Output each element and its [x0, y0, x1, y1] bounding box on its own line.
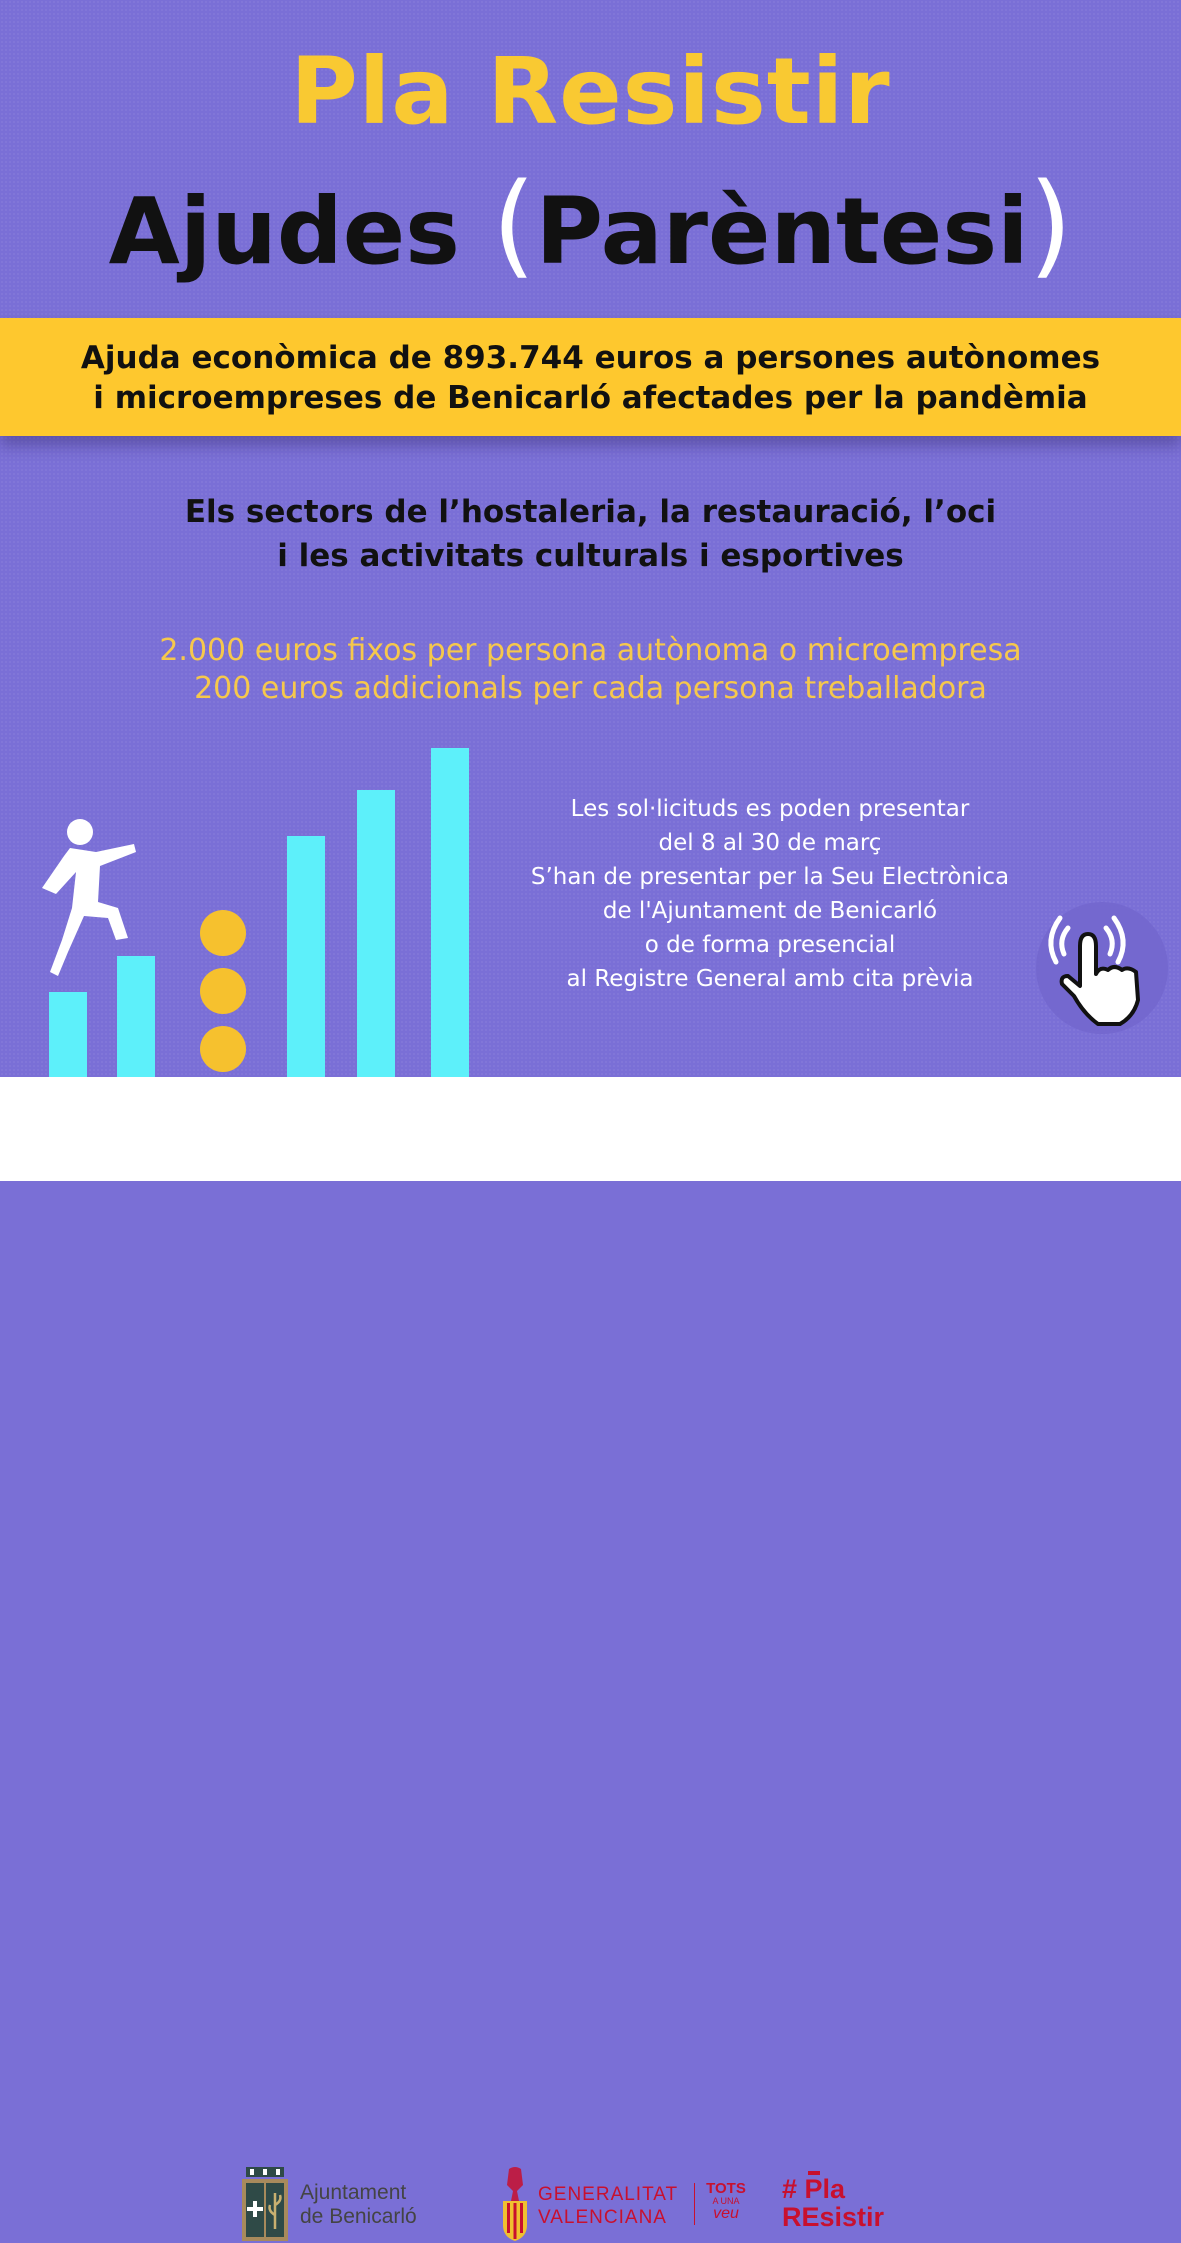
tots-line-3: veu [713, 2205, 739, 2222]
page-subtitle [0, 160, 1181, 290]
divider [694, 2183, 695, 2225]
info-line-5: o de forma presencial [644, 932, 896, 958]
ajuntament-name [300, 2181, 417, 2229]
banner-text [0, 338, 1181, 418]
paren-close: ) [1028, 160, 1073, 290]
generalitat-line-1: GENERALITAT [538, 2184, 679, 2205]
sectors-line-2: i les activitats culturals i esportives [277, 538, 904, 574]
page-title: Pla Resistir [290, 38, 891, 145]
bar-1 [49, 992, 87, 1077]
coin-icon [200, 1026, 246, 1072]
sectors-text [0, 490, 1181, 578]
paren-open: ( [491, 160, 536, 290]
generalitat-name [538, 2183, 678, 2229]
generalitat-crest-icon [497, 2165, 533, 2243]
climbing-person-icon [38, 812, 148, 982]
paren-word: Parèntesi [535, 178, 1029, 285]
amounts-line-2: 200 euros addicionals per cada persona treballadora [194, 671, 987, 706]
tap-hand-icon [1022, 888, 1172, 1038]
info-line-6: al Registre General amb cita prèvia [566, 966, 974, 992]
ajuntament-shield-icon [240, 2167, 290, 2243]
footer [0, 1077, 1181, 2232]
amounts-text [0, 632, 1181, 708]
banner-line-1: Ajuda econòmica de 893.744 euros a persones autònomes [80, 340, 1101, 376]
info-line-2: del 8 al 30 de març [658, 830, 882, 856]
bar-3 [287, 836, 325, 1077]
tots-a-una-veu-logo [703, 2181, 749, 2222]
tots-line-1: TOTS [706, 2180, 746, 2197]
coin-icon [200, 910, 246, 956]
banner-line-2: i microempreses de Benicarló afectades per la pandèmia [93, 380, 1088, 416]
sectors-line-1: Els sectors de l’hostaleria, la restauració, l’oci [184, 494, 997, 530]
ajuntament-line-1: Ajuntament [300, 2181, 407, 2204]
pla-resistir-logo [782, 2175, 884, 2231]
poster-background [0, 0, 1181, 1077]
info-line-1: Les sol·licituds es poden presentar [570, 796, 970, 822]
amounts-line-1: 2.000 euros fixos per persona autònoma o microempresa [159, 633, 1022, 668]
info-line-3: S’han de presentar per la Seu Electrònica [530, 864, 1010, 890]
tots-line-2: A UNA [712, 2196, 740, 2206]
bar-5 [431, 748, 469, 1077]
bar-4 [357, 790, 395, 1077]
pla-resistir-line-2: REsistir [782, 2202, 885, 2232]
info-text [520, 792, 1020, 996]
coin-icon [200, 968, 246, 1014]
generalitat-line-2: VALENCIANA [538, 2207, 667, 2228]
info-line-4: de l'Ajuntament de Benicarló [602, 898, 938, 924]
pla-resistir-line-1: # Pla [782, 2174, 846, 2204]
subtitle-word: Ajudes [108, 178, 460, 285]
ajuntament-line-2: de Benicarló [300, 2205, 417, 2228]
